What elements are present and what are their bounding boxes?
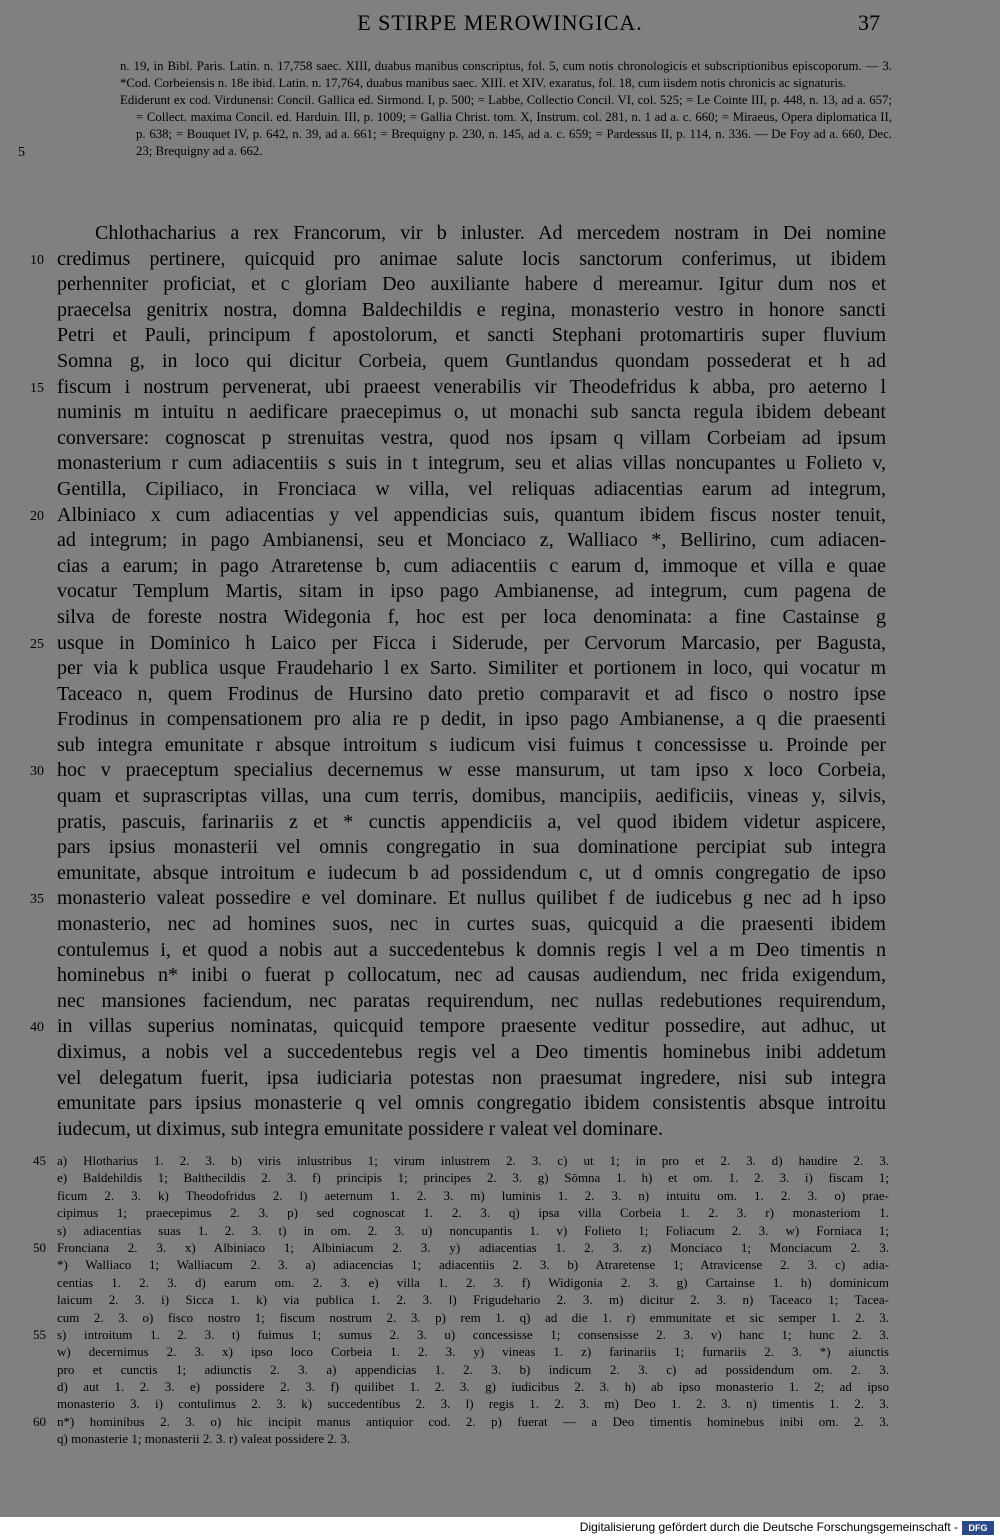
text-line (0, 400, 1000, 426)
footnote-line (0, 1222, 1000, 1239)
footnote-text: monasterio 3. i) contulimus 2. 3. k) succedentibus 2. 3. l) regis 1. 2. 3. m) Deo 1. 2. 3. n) timentis 1. 2. 3. (57, 1396, 889, 1412)
text-line (0, 272, 1000, 298)
line-text: hominebus n* inibi o fuerat p collocatum, nec ad causas audiendum, nec frida exigendum, (57, 964, 886, 987)
text-line (0, 963, 1000, 989)
text-line (0, 349, 1000, 375)
line-text: vel delegatum fuerit, ipsa iudiciaria potestas non praesumat ingredere, nisi sub integra (57, 1066, 886, 1089)
text-line (0, 682, 1000, 708)
footnote-text: cum 2. 3. o) fisco nostro 1; fiscum nostrum 2. 3. p) rem 1. q) ad die 1. r) emmunitate et sic semper 1. 2. 3. (57, 1309, 889, 1325)
footnote-line (0, 1291, 1000, 1308)
line-number: 40 (30, 1020, 44, 1036)
text-line (0, 707, 1000, 733)
text-line (0, 733, 1000, 759)
footnote-line (0, 1239, 1000, 1256)
footnote-text: Fronciana 2. 3. x) Albiniaco 1; Albiniacum 2. 3. y) adiacentias 1. 2. 3. z) Monciaco 1; Monciacum 2. 3. (57, 1239, 889, 1255)
line-text: Petri et Pauli, principum f apostolorum, et sancti Stephani protomartiris super fluvium (57, 324, 886, 347)
line-text: quam et suprascriptas villas, una cum terris, domibus, mancipiis, aedificiis, vineas y, silvis, (57, 785, 886, 808)
line-text: per via k publica usque Fraudehario l ex Sarto. Similiter et portionem in loco, qui vocatur m (57, 657, 886, 680)
text-line (0, 1040, 1000, 1066)
line-text: vocatur Templum Martis, sitam in ipso pago Ambianense, ad integrum, cum pagena de (57, 580, 886, 603)
page-header (0, 10, 1000, 40)
line-number: 20 (30, 508, 44, 524)
footnote-text: *) Walliaco 1; Walliacum 2. 3. a) adiacencias 1; adiacentiis 2. 3. b) Atraretense 1; Atravicense 2. 3. c) adia- (57, 1257, 889, 1273)
dfg-logo: DFG (962, 1521, 994, 1535)
footnote-line (0, 1343, 1000, 1360)
running-title: E STIRPE MEROWINGICA. (357, 10, 643, 35)
text-line (0, 451, 1000, 477)
line-text: in villas superius nominatas, quicquid tempore praesente veditur possedire, aut adhuc, ut (57, 1015, 886, 1038)
footnote-line (0, 1361, 1000, 1378)
text-line (0, 221, 1000, 247)
page-footer (0, 1517, 1000, 1539)
footnote-line (0, 1152, 1000, 1169)
main-text (0, 221, 1000, 1142)
text-line (0, 375, 1000, 401)
line-text: iudecum, ut diximus, sub integra emunitate possidere r valeat vel dominare. (57, 1117, 663, 1140)
footnote-line (0, 1309, 1000, 1326)
text-line (0, 886, 1000, 912)
footnote-text: centias 1. 2. 3. d) earum om. 2. 3. e) villa 1. 2. 3. f) Widigonia 2. 3. g) Cartainse 1. h) dominicum (57, 1274, 889, 1290)
line-number: 30 (30, 764, 44, 780)
intro-block (120, 58, 892, 160)
text-line (0, 912, 1000, 938)
text-line (0, 477, 1000, 503)
text-line (0, 1014, 1000, 1040)
text-line (0, 554, 1000, 580)
footnote-text: n*) hominibus 2. 3. o) hic incipit manus antiquior cod. 2. p) fuerat — a Deo timentis hominebus inibi om. 2. 3. (57, 1413, 889, 1429)
line-text: cias a earum; in pago Atraretense b, cum adiacentiis c earum d, immoque et villa e quae (57, 554, 886, 577)
line-text: Chlothacharius a rex Francorum, vir b inluster. Ad mercedem nostram in Dei nomine (95, 222, 886, 244)
footnote-line (0, 1413, 1000, 1430)
line-text: conversare: cognoscat p strenuitas vestra, quod nos ipsam q villam Corbeiam ad ipsum (57, 426, 886, 449)
footnote-line (0, 1395, 1000, 1412)
footnote-text: s) adiacentias suas 1. 2. 3. t) in om. 2. 3. u) noncupantis 1. v) Folieto 1; Foliacum 2. 3. w) Forniaca 1; (57, 1222, 889, 1238)
footnote-text: ficum 2. 3. k) Theodofridus 2. l) aeternum 1. 2. 3. m) luminis 1. 2. 3. n) intuitu om. 1. 2. 3. o) prae- (57, 1187, 889, 1203)
line-text: praecelsa genitrix nostra, domna Baldechildis e regina, monasterio vestro in honore sancti (57, 298, 886, 321)
line-text: monasterium r cum adiacentiis s suis in t integrum, seu et alias villas noncupantes u Folieto v, (57, 452, 886, 475)
line-text: Somna g, in loco qui dicitur Corbeia, quem Guntlandus quondam possederat et h ad (57, 349, 886, 372)
line-text: Gentilla, Cipiliaco, in Fronciaca w villa, vel reliquas adiacentias earum ad integrum, (57, 477, 886, 500)
line-number: 60 (33, 1413, 46, 1429)
text-line (0, 784, 1000, 810)
line-text: nec mansiones faciendum, nec paratas requirendum, nec nullas redebutiones requirendum, (57, 989, 886, 1012)
line-text: hoc v praeceptum specialius decernemus w esse mansurum, ut tam ipso x loco Corbeia, (57, 759, 886, 782)
footnote-text: a) Hlotharius 1. 2. 3. b) viris inlustribus 1; virum inlustrem 2. 3. c) ut 1; in pro et 2. 3. d) haudire 2. 3. (57, 1153, 889, 1168)
text-line (0, 298, 1000, 324)
text-line (0, 1066, 1000, 1092)
footer-credit: Digitalisierung gefördert durch die Deutsche Forschungsgemeinschaft - (579, 1520, 958, 1534)
line-text: contulemus i, et quod a nobis aut a succedentebus k domnis regis l vel a m Deo timentis n (57, 938, 886, 961)
text-line (0, 528, 1000, 554)
line-text: fiscum i nostrum pervenerat, ubi praeest venerabilis vir Theodefridus k abba, pro aeterno l (57, 375, 886, 398)
footnote-line (0, 1378, 1000, 1395)
line-text: monasterio, nec ad homines suos, nec in curtes suas, quicquid a die praesenti ibidem (57, 913, 886, 936)
text-line (0, 605, 1000, 631)
text-line (0, 938, 1000, 964)
text-line (0, 656, 1000, 682)
text-line (0, 835, 1000, 861)
text-line (0, 1117, 1000, 1143)
line-text: pars ipsius monasterii vel omnis congregatio in sua dominatione percipiat sub integra (57, 836, 886, 859)
line-text: usque in Dominico h Laico per Ficca i Siderude, per Cervorum Marcasio, per Bagusta, (57, 631, 886, 654)
line-text: perhenniter proficiat, et c gloriam Deo auxiliante habere d mereamur. Igitur dum nos et (57, 273, 886, 296)
line-text: silva de foreste nostra Widegonia f, hoc est per loca denominata: a fine Castainse g (57, 605, 886, 628)
text-line (0, 426, 1000, 452)
line-number: 15 (30, 380, 44, 396)
text-line (0, 323, 1000, 349)
text-line (0, 758, 1000, 784)
line-text: pratis, pascuis, farinariis z et * cunctis appendiciis a, vel quod ibidem videtur aspicere, (57, 810, 886, 833)
intro-paragraph-2: Ediderunt ex cod. Virdunensi: Concil. Gallica ed. Sirmond. I, p. 500; = Labbe, Collectio Concil. VI, col. 525; = Le Cointe III, p. 448, n. 13, ad a. 657; = Collect. maxima Concil. ed. Harduin. III, p. 1009; = Gallia Christ. tom. X, Instrum. col. 281, n. 1 ad a. c. 660; = Miraeus, Opera diplomatica II, p. 638; = Bouquet IV, p. 642, n. 39, ad a. 661; = Brequigny p. 230, n. 145, ad a. c. 659; = Pardessus II, p. 114, n. 336. — De Foy ad a. 660, Dec. 23; Brequigny ad a. 662. (120, 93, 892, 158)
footnote-text: e) Baldehildis 1; Balthecildis 2. 3. f) principis 1; principes 2. 3. g) Sōmna 1. h) et om. 1. 2. 3. i) fiscam 1; (57, 1170, 889, 1186)
line-text: emunitate pars ipsius monasterie q vel omnis congregatio ibidem consistentis absque introitu (57, 1092, 886, 1115)
footnote-text: s) introitum 1. 2. 3. t) fuimus 1; sumus 2. 3. u) concessisse 1; consensisse 2. 3. v) hanc 1; hunc 2. 3. (57, 1326, 889, 1342)
footnote-text: laicum 2. 3. i) Sicca 1. k) via publica 1. 2. 3. l) Frigudehario 2. 3. m) dicitur 2. 3. n) Taceaco 1; Tacea- (57, 1292, 889, 1308)
intro-paragraph-1: n. 19, in Bibl. Paris. Latin. n. 17,758 saec. XIII, duabus manibus conscriptus, fol. 5, cum notis chronologicis et subscriptionibus episcoporum. — 3. *Cod. Corbeiensis n. 18e ibid. Latin. n. 17,764, duabus manibus saec. XIII. et XIV. exaratus, fol. 18, cum iisdem notis chronicis ac signaturis. (120, 59, 892, 90)
text-line (0, 1091, 1000, 1117)
intro-line-number: 5 (18, 145, 25, 160)
line-text: Taceaco n, quem Frodinus de Hursino dato pretio comparavit et ad fisco o nostro ipse (57, 682, 886, 705)
line-text: numinis m intuitu n aedificare praecepimus o, ut monachi sub sancta regula ibidem debeant (57, 401, 886, 424)
line-text: Albiniaco x cum adiacentias y vel appendicias suis, quantum ibidem fiscus noster tenuit, (57, 503, 886, 526)
line-number: 35 (30, 892, 44, 908)
line-number: 50 (33, 1239, 46, 1255)
footnote-line (0, 1274, 1000, 1291)
line-text: diximus, a nobis vel a succedentebus regis vel a Deo timentis hominebus inibi addetum (57, 1041, 886, 1063)
line-text: credimus pertinere, quicquid pro animae salute locis sanctorum conferimus, ut ibidem (57, 247, 886, 270)
footnotes (0, 1152, 1000, 1448)
footnote-text: pro et cunctis 1; adiunctis 2. 3. a) appendicias 1. 2. 3. b) indicum 2. 3. c) ad possidendum om. 2. 3. (57, 1361, 889, 1377)
text-line (0, 579, 1000, 605)
text-line (0, 861, 1000, 887)
page-number: 37 (858, 10, 880, 35)
footnote-line (0, 1326, 1000, 1343)
line-text: ad integrum; in pago Ambianensi, seu et Monciaco z, Walliaco *, Bellirino, cum adiacen- (57, 529, 886, 552)
line-number: 45 (33, 1153, 46, 1168)
line-text: Frodinus in compensationem pro alia re p dedit, in ipso pago Ambianense, a q die praesenti (57, 708, 886, 731)
text-line (0, 247, 1000, 273)
text-line (0, 503, 1000, 529)
text-line (0, 810, 1000, 836)
footnote-text: cipimus 1; praecepimus 2. 3. p) sed cognoscat 1. 2. 3. q) ipsa villa Corbeia 1. 2. 3. r) monasteriom 1. (57, 1205, 889, 1221)
footnote-line (0, 1187, 1000, 1204)
footnote-line (0, 1430, 1000, 1447)
line-number: 25 (30, 636, 44, 652)
footnote-line (0, 1169, 1000, 1186)
line-text: emunitate, absque introitum e iudecum b ad possidendum c, ut d omnis congregatio de ipso (57, 861, 886, 884)
line-text: sub integra emunitate r absque introitum s iudicum visi fuimus t concessisse u. Proinde per (57, 733, 886, 756)
text-line (0, 631, 1000, 657)
footnote-line (0, 1204, 1000, 1221)
footnote-line (0, 1256, 1000, 1273)
text-line (0, 989, 1000, 1015)
line-number: 10 (30, 252, 44, 268)
line-number: 55 (33, 1326, 46, 1342)
footnote-text: q) monasterie 1; monasterii 2. 3. r) valeat possidere 2. 3. (57, 1431, 351, 1447)
footnote-text: w) decernimus 2. 3. x) ipso loco Corbeia 1. 2. 3. y) vineas 1. z) farinariis 1; furnariis 2. 3. *) aiunctis (57, 1344, 889, 1360)
line-text: monasterio valeat possedire e vel dominare. Et nullus quilibet f de iudicebus g nec ad h ipso (57, 887, 886, 910)
footnote-text: d) aut 1. 2. 3. e) possidere 2. 3. f) quilibet 1. 2. 3. g) iudicibus 2. 3. h) ab ipso monasterio 1. 2; ad ipso (57, 1379, 889, 1395)
